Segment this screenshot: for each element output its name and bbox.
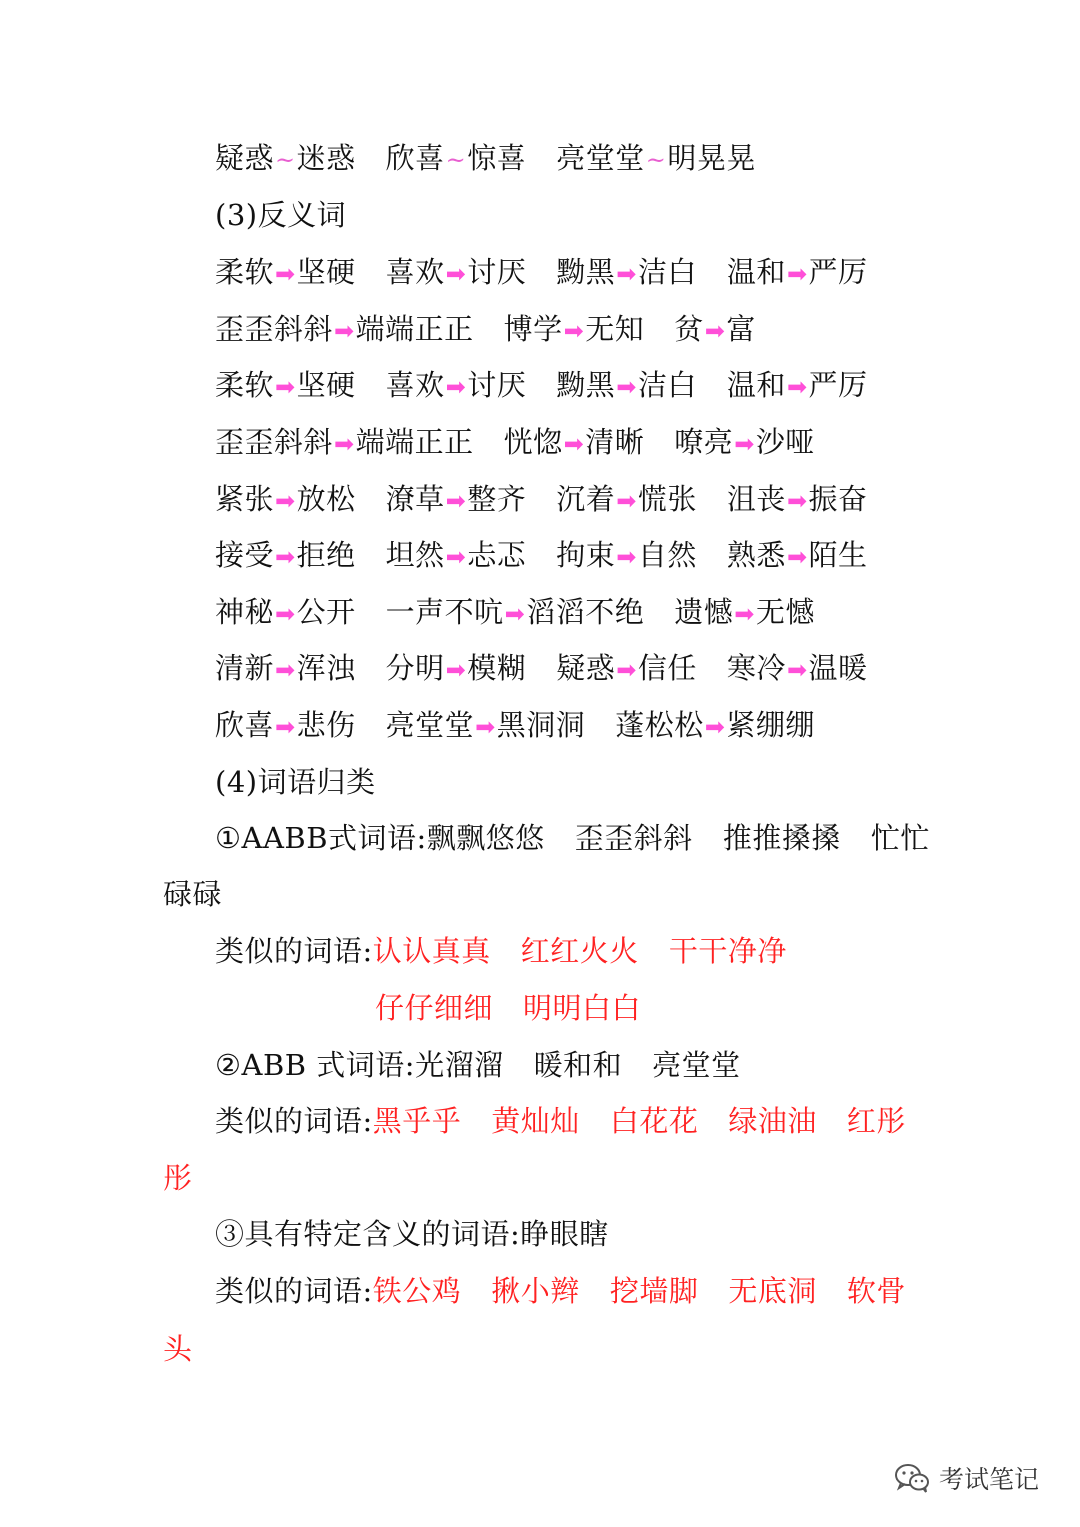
similar-word: 黑乎乎: [372, 1104, 462, 1138]
antonym-pair: [386, 646, 527, 692]
similar-word: 明明白白: [523, 991, 642, 1025]
synonym-word: 明晃晃: [667, 141, 756, 175]
antonym-word: 悲伤: [296, 708, 356, 742]
antonym-word: 歪歪斜斜: [215, 312, 334, 346]
special-label: ③具有特定含义的词语:: [215, 1217, 521, 1251]
antonym-word: 恍惚: [503, 425, 563, 459]
special-word: 睁眼瞎: [520, 1217, 609, 1251]
special-similar-wrap: 头: [163, 1332, 193, 1366]
antonym-pair: [386, 477, 527, 523]
antonym-word: 富: [726, 312, 756, 346]
antonym-word: 嘹亮: [674, 425, 734, 459]
antonym-word: 潦草: [385, 482, 445, 516]
wechat-icon: [893, 1462, 931, 1494]
antonym-word: 自然: [637, 538, 697, 572]
arrow-icon: ➡: [275, 487, 296, 515]
synonym-word: 亮堂堂: [556, 141, 645, 175]
antonym-word: 熟悉: [726, 538, 786, 572]
antonym-word: 严厉: [808, 368, 868, 402]
antonym-heading: (3)反义词: [215, 198, 347, 232]
antonym-word: 信任: [637, 651, 697, 685]
antonym-pair: [215, 420, 474, 466]
antonym-pair: [215, 646, 356, 692]
synonym-word: 迷惑: [296, 141, 356, 175]
similar-word: 软骨: [846, 1274, 906, 1308]
antonym-pair: [215, 590, 356, 636]
antonym-row: [215, 703, 815, 747]
antonym-word: 模糊: [467, 651, 527, 685]
antonym-word: 蓬松松: [615, 708, 704, 742]
abb-similar-line: [215, 1099, 906, 1143]
arrow-icon: ➡: [275, 373, 296, 401]
arrow-icon: ➡: [786, 543, 808, 571]
similar-label: 类似的词语:: [215, 1274, 373, 1308]
antonym-word: 喜欢: [385, 255, 445, 289]
aabb-line: [215, 816, 930, 860]
tilde-separator: ~: [445, 146, 467, 174]
antonym-pair: [674, 590, 815, 636]
antonym-word: 温和: [726, 368, 786, 402]
aabb-label: ①AABB式词语:: [215, 821, 427, 855]
arrow-icon: ➡: [563, 430, 585, 458]
antonym-pair: [386, 590, 645, 636]
watermark: [893, 1458, 1039, 1498]
antonym-word: 遗憾: [674, 595, 734, 629]
antonym-word: 拘束: [556, 538, 616, 572]
abb-word: 暖和和: [533, 1048, 623, 1082]
antonym-row: [215, 307, 756, 351]
antonym-word: 紧张: [215, 482, 275, 516]
antonym-pair: [215, 477, 356, 523]
antonym-pair: [615, 703, 815, 749]
abb-word: 亮堂堂: [652, 1048, 741, 1082]
arrow-icon: ➡: [445, 260, 467, 288]
antonym-word: 黝黑: [556, 368, 616, 402]
antonym-pair: [674, 420, 815, 466]
antonym-word: 黝黑: [556, 255, 616, 289]
antonym-pair: [504, 307, 645, 353]
arrow-icon: ➡: [275, 656, 296, 684]
antonym-pair: [727, 477, 868, 523]
antonym-row: [215, 250, 868, 294]
aabb-wrap: 碌碌: [163, 877, 223, 911]
similar-word: 白花花: [609, 1104, 699, 1138]
antonym-word: 一声不吭: [385, 595, 504, 629]
aabb-word: 推推搡搡: [722, 821, 841, 855]
similar-label: 类似的词语:: [215, 934, 373, 968]
antonym-word: 陌生: [808, 538, 868, 572]
antonym-pair: [215, 307, 474, 353]
aabb-similar-line: [215, 929, 787, 973]
antonym-word: 柔软: [215, 255, 275, 289]
antonym-word: 严厉: [808, 255, 868, 289]
arrow-icon: ➡: [504, 600, 526, 628]
arrow-icon: ➡: [445, 373, 467, 401]
antonym-pair: [504, 420, 645, 466]
similar-word: 认认真真: [372, 934, 491, 968]
arrow-icon: ➡: [275, 260, 296, 288]
antonym-word: 温暖: [808, 651, 868, 685]
antonym-pair: [556, 646, 697, 692]
antonym-word: 浑浊: [296, 651, 356, 685]
arrow-icon: ➡: [616, 543, 637, 571]
aabb-word: 歪歪斜斜: [574, 821, 693, 855]
abb-word: 光溜溜: [415, 1048, 504, 1082]
antonym-row: [215, 477, 868, 521]
similar-word: 干干净净: [668, 934, 787, 968]
antonym-word: 端端正正: [355, 425, 474, 459]
antonym-pair: [556, 477, 697, 523]
antonym-word: 坚硬: [296, 368, 356, 402]
similar-word: 无底洞: [728, 1274, 817, 1308]
antonym-word: 喜欢: [385, 368, 445, 402]
antonym-word: 疑惑: [556, 651, 616, 685]
arrow-icon: ➡: [786, 656, 808, 684]
antonym-row: [215, 363, 868, 407]
antonym-pair: [727, 646, 868, 692]
similar-word: 绿油油: [728, 1104, 817, 1138]
antonym-word: 放松: [296, 482, 356, 516]
antonym-word: 沮丧: [726, 482, 786, 516]
tilde-separator: ~: [275, 146, 296, 174]
antonym-word: 亮堂堂: [385, 708, 475, 742]
antonym-pair: [556, 533, 697, 579]
antonym-word: 沉着: [556, 482, 616, 516]
arrow-icon: ➡: [475, 713, 496, 741]
antonym-word: 洁白: [637, 255, 697, 289]
antonym-pair: [727, 533, 868, 579]
antonym-word: 寒冷: [726, 651, 786, 685]
antonym-word: 神秘: [215, 595, 275, 629]
antonym-word: 无知: [585, 312, 645, 346]
antonym-word: 洁白: [637, 368, 697, 402]
arrow-icon: ➡: [275, 543, 296, 571]
antonym-word: 公开: [296, 595, 356, 629]
similar-word: 黄灿灿: [491, 1104, 580, 1138]
synonym-pair: [386, 136, 527, 182]
arrow-icon: ➡: [275, 713, 296, 741]
classify-heading: (4)词语归类: [215, 765, 376, 799]
antonym-word: 分明: [385, 651, 445, 685]
arrow-icon: ➡: [616, 260, 637, 288]
aabb-word: 忙忙: [870, 821, 930, 855]
special-similar-line: [215, 1269, 906, 1313]
arrow-icon: ➡: [445, 487, 467, 515]
similar-word: 挖墙脚: [609, 1274, 699, 1308]
arrow-icon: ➡: [445, 543, 467, 571]
arrow-icon: ➡: [734, 430, 755, 458]
arrow-icon: ➡: [616, 373, 637, 401]
antonym-word: 忐忑: [467, 538, 527, 572]
antonym-pair: [386, 533, 527, 579]
antonym-word: 无憾: [755, 595, 815, 629]
arrow-icon: ➡: [334, 430, 355, 458]
antonym-word: 贫: [674, 312, 704, 346]
antonym-pair: [215, 533, 356, 579]
antonym-word: 清晰: [585, 425, 645, 459]
arrow-icon: ➡: [734, 600, 755, 628]
aabb-word: 飘飘悠悠: [426, 821, 545, 855]
similar-word: 红彤: [846, 1104, 906, 1138]
arrow-icon: ➡: [275, 600, 296, 628]
similar-word: 红红火火: [520, 934, 639, 968]
synonym-pair: [556, 136, 756, 182]
antonym-word: 接受: [215, 538, 275, 572]
synonym-line: [215, 136, 756, 180]
antonym-pair: [386, 250, 527, 296]
antonym-word: 清新: [215, 651, 275, 685]
aabb-similar-line-2: [375, 986, 641, 1030]
similar-word: 仔仔细细: [375, 991, 494, 1025]
antonym-pair: [727, 363, 868, 409]
antonym-word: 博学: [503, 312, 563, 346]
antonym-pair: [215, 363, 356, 409]
arrow-icon: ➡: [786, 487, 808, 515]
synonym-word: 惊喜: [467, 141, 527, 175]
antonym-word: 温和: [726, 255, 786, 289]
arrow-icon: ➡: [786, 260, 808, 288]
antonym-pair: [556, 363, 697, 409]
antonym-pair: [674, 307, 756, 353]
antonym-word: 滔滔不绝: [526, 595, 645, 629]
synonym-pair: [215, 136, 356, 182]
antonym-pair: [215, 703, 356, 749]
antonym-word: 柔软: [215, 368, 275, 402]
arrow-icon: ➡: [704, 317, 726, 345]
antonym-row: [215, 646, 868, 690]
antonym-word: 黑洞洞: [496, 708, 586, 742]
antonym-word: 坦然: [385, 538, 445, 572]
synonym-word: 欣喜: [385, 141, 445, 175]
antonym-pair: [215, 250, 356, 296]
antonym-row: [215, 533, 868, 577]
antonym-word: 拒绝: [296, 538, 356, 572]
abb-label: ②ABB 式词语:: [215, 1048, 416, 1082]
antonym-word: 坚硬: [296, 255, 356, 289]
antonym-word: 紧绷绷: [726, 708, 815, 742]
antonym-word: 端端正正: [355, 312, 474, 346]
antonym-pair: [386, 703, 586, 749]
arrow-icon: ➡: [563, 317, 585, 345]
antonym-word: 讨厌: [467, 255, 527, 289]
antonym-word: 沙哑: [755, 425, 815, 459]
antonym-row: [215, 590, 815, 634]
special-line: [215, 1212, 609, 1256]
synonym-word: 疑惑: [215, 141, 275, 175]
similar-label: 类似的词语:: [215, 1104, 373, 1138]
antonym-word: 讨厌: [467, 368, 527, 402]
antonym-row: [215, 420, 815, 464]
antonym-word: 振奋: [808, 482, 868, 516]
antonym-pair: [386, 363, 527, 409]
similar-word: 铁公鸡: [372, 1274, 462, 1308]
arrow-icon: ➡: [334, 317, 355, 345]
antonym-word: 慌张: [637, 482, 697, 516]
abb-line: [215, 1043, 741, 1087]
antonym-word: 欣喜: [215, 708, 275, 742]
arrow-icon: ➡: [616, 487, 637, 515]
arrow-icon: ➡: [704, 713, 726, 741]
abb-similar-wrap: 彤: [163, 1161, 193, 1195]
antonym-pair: [556, 250, 697, 296]
arrow-icon: ➡: [786, 373, 808, 401]
arrow-icon: ➡: [445, 656, 467, 684]
tilde-separator: ~: [645, 146, 667, 174]
antonym-word: 整齐: [467, 482, 527, 516]
antonym-pair: [727, 250, 868, 296]
similar-word: 揪小辫: [491, 1274, 580, 1308]
arrow-icon: ➡: [616, 656, 637, 684]
antonym-word: 歪歪斜斜: [215, 425, 334, 459]
watermark-text: 考试笔记: [939, 1465, 1040, 1494]
